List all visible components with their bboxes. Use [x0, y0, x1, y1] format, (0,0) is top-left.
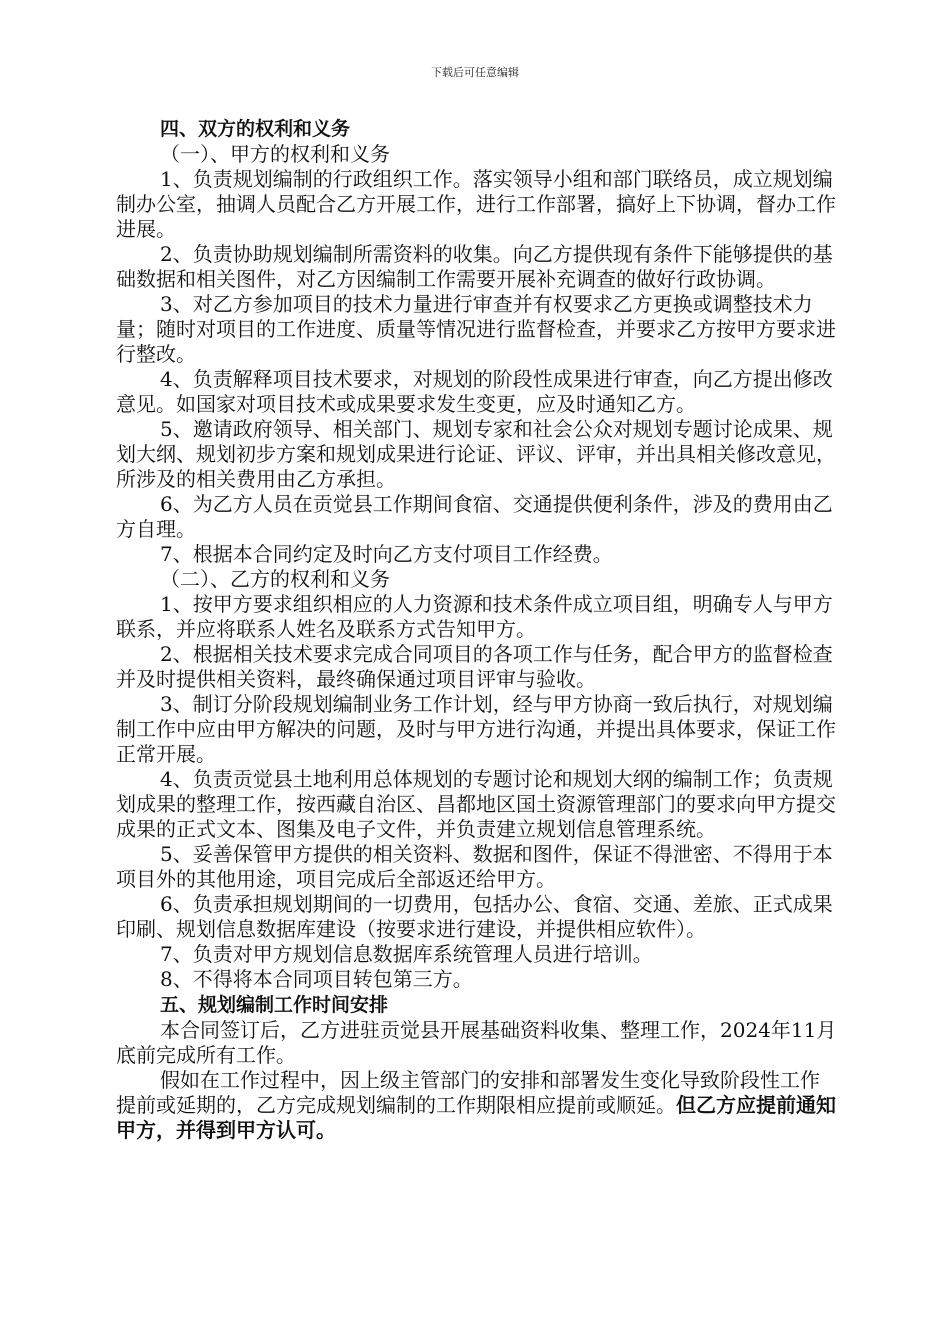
- party-a-clause-6: 6、为乙方人员在贡觉县工作期间食宿、交通提供便利条件，涉及的费用由乙方自理。: [116, 492, 833, 541]
- section-5-title: 五、规划编制工作时间安排: [160, 994, 389, 1016]
- party-b-clause-1: 1、按甲方要求组织相应的人力资源和技术条件成立项目组，明确专人与甲方联系，并应将联系人姓名及联系方式告知甲方。: [116, 592, 833, 641]
- party-a-clause-5: 5、邀请政府领导、相关部门、规划专家和社会公众对规划专题讨论成果、规划大纲、规划初步方案和规划成果进行论证、评议、评审，并出具相关修改意见，所涉及的相关费用由乙方承担。: [116, 417, 836, 491]
- document-body: [116, 116, 838, 1143]
- party-b-clause-5: 5、妥善保管甲方提供的相关资料、数据和图件，保证不得泄密、不得用于本项目外的其他用途，项目完成后全部返还给甲方。: [116, 842, 833, 891]
- section-4-title: 四、双方的权利和义务: [160, 118, 351, 140]
- party-b-clause-7: 7、负责对甲方规划信息数据库系统管理人员进行培训。: [160, 942, 653, 966]
- party-b-clause-3: 3、制订分阶段规划编制业务工作计划，经与甲方协商一致后执行，对规划编制工作中应由甲方解决的问题，及时与甲方进行沟通，并提出具体要求，保证工作正常开展。: [116, 692, 836, 766]
- section-4-subtitle-party-a: （一）、甲方的权利和义务: [160, 142, 390, 166]
- schedule-paragraph-2-emphasis: 但乙方应提前通知甲方，并得到甲方认可。: [116, 1093, 836, 1142]
- party-b-clause-4: 4、负责贡觉县土地利用总体规划的专题讨论和规划大纲的编制工作；负责规划成果的整理工作，按西藏自治区、昌都地区国土资源管理部门的要求向甲方提交成果的正式文本、图集及电子文件，并负责建立规划信息管理系统。: [116, 767, 836, 841]
- party-b-clause-2: 2、根据相关技术要求完成合同项目的各项工作与任务，配合甲方的监督检查并及时提供相关资料，最终确保通过项目评审与验收。: [116, 642, 833, 691]
- party-b-clause-8: 8、不得将本合同项目转包第三方。: [160, 967, 473, 991]
- party-b-clause-6: 6、负责承担规划期间的一切费用，包括办公、食宿、交通、差旅、正式成果印刷、规划信息数据库建设（按要求进行建设，并提供相应软件）。: [116, 892, 833, 941]
- party-a-clause-7: 7、根据本合同约定及时向乙方支付项目工作经费。: [160, 542, 613, 566]
- party-a-clause-3: 3、对乙方参加项目的技术力量进行审查并有权要求乙方更换或调整技术力量；随时对项目的工作进度、质量等情况进行监督检查，并要求乙方按甲方要求进行整改。: [116, 292, 836, 366]
- party-a-clause-2: 2、负责协助规划编制所需资料的收集。向乙方提供现有条件下能够提供的基础数据和相关图件，对乙方因编制工作需要开展补充调查的做好行政协调。: [116, 242, 833, 291]
- party-a-clause-4: 4、负责解释项目技术要求，对规划的阶段性成果进行审查，向乙方提出修改意见。如国家对项目技术或成果要求发生变更，应及时通知乙方。: [116, 367, 833, 416]
- schedule-paragraph-1: 本合同签订后，乙方进驻贡觉县开展基础资料收集、整理工作，2024年11月底前完成所有工作。: [116, 1018, 837, 1067]
- schedule-paragraph-2-text: 假如在工作过程中，因上级主管部门的安排和部署发生变化导致阶段性工作提前或延期的，乙方完成规划编制的工作期限相应提前或顺延。: [116, 1068, 820, 1117]
- section-4-subtitle-party-b: （二）、乙方的权利和义务: [160, 567, 390, 591]
- schedule-paragraph-2: [116, 1068, 838, 1143]
- page-header-note: 下载后可任意编辑: [431, 66, 519, 79]
- party-a-clause-1: 1、负责规划编制的行政组织工作。落实领导小组和部门联络员，成立规划编制办公室，抽调人员配合乙方开展工作，进行工作部署，搞好上下协调，督办工作进展。: [116, 167, 836, 241]
